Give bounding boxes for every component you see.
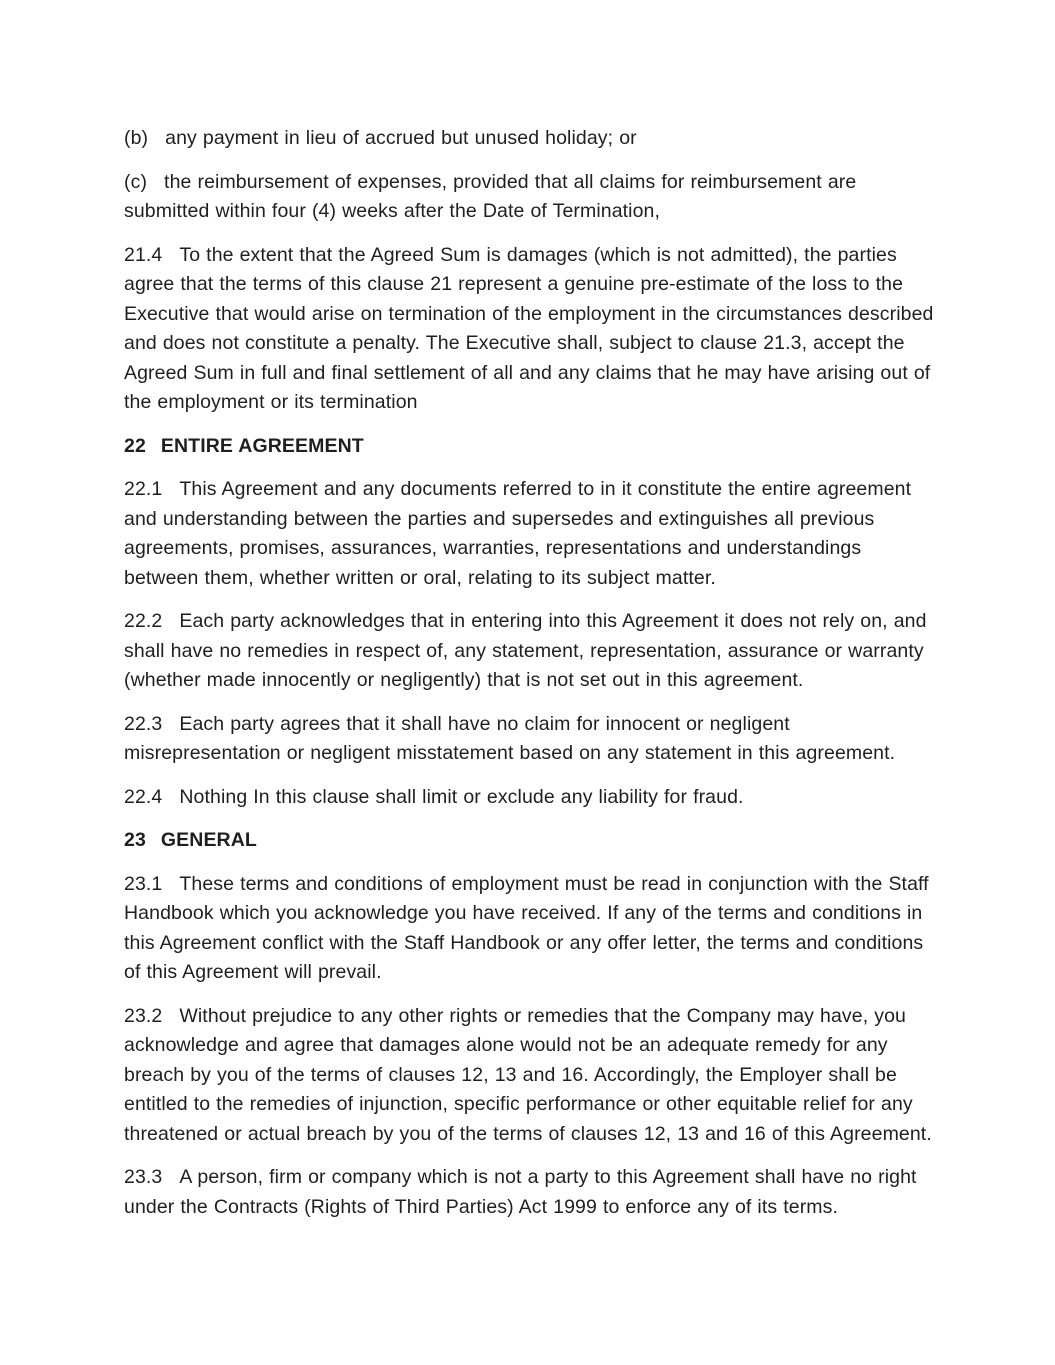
clause-23-1-number: 23.1 [124,872,163,895]
clause-22-2-number: 22.2 [124,610,163,632]
heading-23-number: 23 [124,829,146,851]
subclause-b [124,124,936,154]
clause-22-4-text: Nothing In this clause shall limit or exclude any liability for fraud. [179,785,744,808]
document-body [124,124,936,1222]
clause-22-1-number: 22.1 [124,478,163,500]
clause-22-1 [124,475,936,593]
subclause-b-number: (b) [124,127,149,149]
clause-23-3-number: 23.3 [124,1166,163,1188]
clause-22-2-text: Each party acknowledges that in entering into this Agreement it does not rely on, and shall have no remedies in respect of, any statement, representation, assurance or warranty (whether made innocently or negligently) that is not set out in this agreement. [124,610,927,691]
clause-22-1-text: This Agreement and any documents referred to in it constitute the entire agreement and understanding between the parties and supersedes and extinguishes all previous agreements, promises, assurances, warranties, representations and understandings between them, whether written or oral, relating to its subject matter. [124,478,912,589]
clause-23-1-text: These terms and conditions of employment must be read in conjunction with the Staff Handbook which you acknowledge you have received. If any of the terms and conditions in this Agreement conflict with the Staff Handbook or any offer letter, the terms and conditions of this Agreement will prevail. [124,872,929,983]
clause-22-3-text: Each party agrees that it shall have no claim for innocent or negligent misrepresentation or negligent misstatement based on any statement in this agreement. [124,712,896,764]
heading-23-general [124,826,936,856]
clause-22-3-number: 22.3 [124,712,163,735]
subclause-b-text: any payment in lieu of accrued but unused holiday; or [165,127,637,149]
clause-23-3 [124,1163,936,1222]
clause-21-4-number: 21.4 [124,243,163,266]
subclause-c [124,168,936,227]
clause-21-4-text: To the extent that the Agreed Sum is damages (which is not admitted), the parties agree that the terms of this clause 21 represent a genuine pre-estimate of the loss to the Executive that would arise on termination of the employment in the circumstances described and does not constitute a penalty. The Executive shall, subject to clause 21.3, accept the Agreed Sum in full and final settlement of all and any claims that he may have arising out of the employment or its termination [124,243,934,413]
heading-22-entire-agreement [124,432,936,462]
clause-21-4 [124,241,936,418]
clause-22-2 [124,607,936,696]
clause-23-3-text: A person, firm or company which is not a party to this Agreement shall have no right under the Contracts (Rights of Third Parties) Act 1999 to enforce any of its terms. [124,1166,917,1218]
clause-23-1 [124,870,936,988]
heading-23-text: GENERAL [160,829,257,851]
heading-22-text: ENTIRE AGREEMENT [160,434,364,457]
clause-23-2 [124,1002,936,1150]
heading-22-number: 22 [124,434,146,457]
clause-23-2-text: Without prejudice to any other rights or remedies that the Company may have, you acknowledge and agree that damages alone would not be an adequate remedy for any breach by you of the terms of clauses 12, 13 and 16. Accordingly, the Employer shall be entitled to the remedies of injunction, specific performance or other equitable relief for any threatened or actual breach by you of the terms of clauses 12, 13 and 16 of this Agreement. [124,1004,932,1145]
clause-22-4 [124,783,936,813]
subclause-c-text: the reimbursement of expenses, provided that all claims for reimbursement are submitted within four (4) weeks after the Date of Termination, [124,170,857,222]
clause-23-2-number: 23.2 [124,1004,163,1027]
subclause-c-number: (c) [124,170,148,193]
clause-22-3 [124,710,936,769]
clause-22-4-number: 22.4 [124,785,163,808]
